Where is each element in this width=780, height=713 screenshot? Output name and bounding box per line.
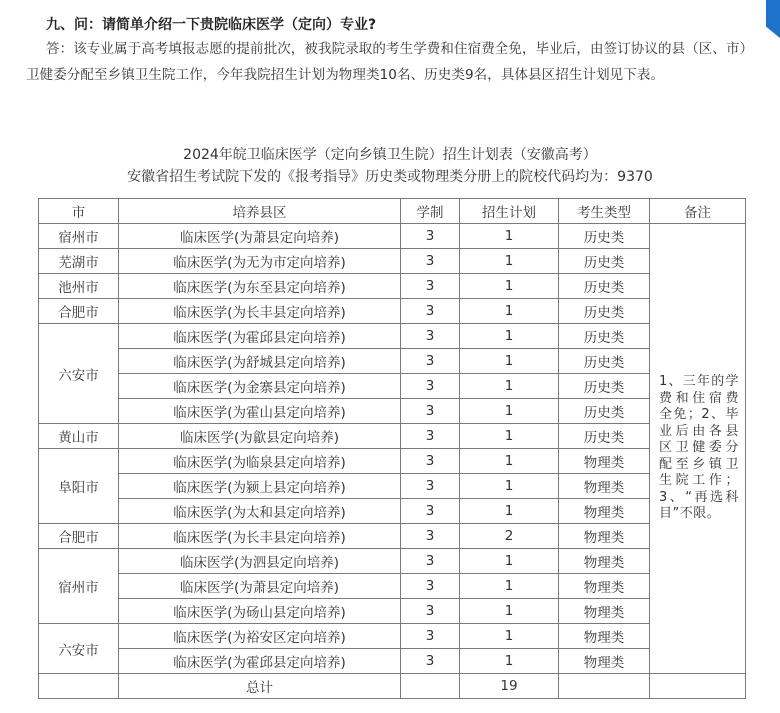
years-cell: 3 [401, 299, 460, 324]
total-empty-years [401, 674, 460, 699]
plan-cell: 1 [460, 249, 559, 274]
type-cell: 物理类 [559, 549, 650, 574]
years-cell: 3 [401, 324, 460, 349]
table-row [39, 499, 746, 524]
table-titles [0, 144, 780, 188]
answer-paragraph: 答：该专业属于高考填报志愿的提前批次，被我院录取的考生学费和住宿费全免，毕业后，由签订协议的县（区、市）卫健委分配至乡镇卫生院工作，今年我院招生计划为物理类10名、历史类9名，具体县区招生计划见下表。 [26, 41, 754, 83]
plan-cell: 1 [460, 574, 559, 599]
program-cell: 临床医学(为金寨县定向培养) [119, 374, 401, 399]
type-cell: 物理类 [559, 574, 650, 599]
city-cell: 六安市 [39, 324, 119, 424]
program-cell: 临床医学(为东至县定向培养) [119, 274, 401, 299]
type-cell: 历史类 [559, 224, 650, 249]
program-cell: 临床医学(为霍邱县定向培养) [119, 324, 401, 349]
plan-cell: 1 [460, 649, 559, 674]
total-empty-type [559, 674, 650, 699]
city-cell: 合肥市 [39, 524, 119, 549]
plan-cell: 1 [460, 424, 559, 449]
table-row [39, 324, 746, 349]
program-cell: 临床医学(为泗县定向培养) [119, 549, 401, 574]
plan-cell: 1 [460, 624, 559, 649]
city-cell: 池州市 [39, 274, 119, 299]
plan-cell: 1 [460, 324, 559, 349]
enrollment-plan-table [38, 198, 746, 699]
city-cell: 芜湖市 [39, 249, 119, 274]
table-title: 2024年皖卫临床医学（定向乡镇卫生院）招生计划表（安徽高考） [183, 147, 597, 163]
column-header-years: 学制 [401, 199, 460, 224]
plan-cell: 1 [460, 349, 559, 374]
table-row [39, 449, 746, 474]
total-empty-city [39, 674, 119, 699]
years-cell: 3 [401, 474, 460, 499]
plan-cell: 1 [460, 224, 559, 249]
years-cell: 3 [401, 399, 460, 424]
table-row [39, 224, 746, 249]
table-row [39, 249, 746, 274]
question-heading: 九、问：请简单介绍一下贵院临床医学（定向）专业? [46, 17, 377, 33]
plan-cell: 1 [460, 449, 559, 474]
table-row [39, 624, 746, 649]
plan-cell: 2 [460, 524, 559, 549]
years-cell: 3 [401, 624, 460, 649]
plan-cell: 1 [460, 274, 559, 299]
city-cell: 阜阳市 [39, 449, 119, 524]
program-cell: 临床医学(为萧县定向培养) [119, 224, 401, 249]
program-cell: 临床医学(为霍山县定向培养) [119, 399, 401, 424]
table-row [39, 524, 746, 549]
city-cell: 宿州市 [39, 224, 119, 249]
total-empty-notes [650, 674, 746, 699]
type-cell: 物理类 [559, 524, 650, 549]
plan-cell: 1 [460, 549, 559, 574]
type-cell: 历史类 [559, 324, 650, 349]
column-header-plan: 招生计划 [460, 199, 559, 224]
type-cell: 物理类 [559, 599, 650, 624]
total-row [39, 674, 746, 699]
type-cell: 物理类 [559, 474, 650, 499]
type-cell: 历史类 [559, 349, 650, 374]
program-cell: 临床医学(为舒城县定向培养) [119, 349, 401, 374]
city-cell: 宿州市 [39, 549, 119, 624]
column-header-program: 培养县区 [119, 199, 401, 224]
program-cell: 临床医学(为太和县定向培养) [119, 499, 401, 524]
type-cell: 历史类 [559, 424, 650, 449]
table-subtitle: 安徽省招生考试院下发的《报考指导》历史类或物理类分册上的院校代码均为：9370 [127, 169, 653, 185]
type-cell: 物理类 [559, 449, 650, 474]
type-cell: 物理类 [559, 499, 650, 524]
type-cell: 历史类 [559, 274, 650, 299]
years-cell: 3 [401, 549, 460, 574]
corner-decoration [766, 0, 780, 38]
city-cell: 黄山市 [39, 424, 119, 449]
table-row [39, 424, 746, 449]
plan-cell: 1 [460, 599, 559, 624]
years-cell: 3 [401, 249, 460, 274]
years-cell: 3 [401, 424, 460, 449]
plan-cell: 1 [460, 299, 559, 324]
years-cell: 3 [401, 374, 460, 399]
plan-cell: 1 [460, 499, 559, 524]
program-cell: 临床医学(为长丰县定向培养) [119, 299, 401, 324]
type-cell: 历史类 [559, 374, 650, 399]
table-row [39, 399, 746, 424]
type-cell: 历史类 [559, 249, 650, 274]
city-cell: 合肥市 [39, 299, 119, 324]
plan-cell: 1 [460, 474, 559, 499]
program-cell: 临床医学(为临泉县定向培养) [119, 449, 401, 474]
years-cell: 3 [401, 649, 460, 674]
table-row [39, 349, 746, 374]
table-header-row [39, 199, 746, 224]
program-cell: 临床医学(为砀山县定向培养) [119, 599, 401, 624]
table-row [39, 374, 746, 399]
table-row [39, 574, 746, 599]
years-cell: 3 [401, 449, 460, 474]
city-cell: 六安市 [39, 624, 119, 674]
qa-section [26, 14, 754, 88]
program-cell: 临床医学(为歙县定向培养) [119, 424, 401, 449]
years-cell: 3 [401, 574, 460, 599]
column-header-notes: 备注 [650, 199, 746, 224]
total-label: 总计 [119, 674, 401, 699]
table-row [39, 649, 746, 674]
years-cell: 3 [401, 524, 460, 549]
program-cell: 临床医学(为长丰县定向培养) [119, 524, 401, 549]
total-plan: 19 [460, 674, 559, 699]
table-row [39, 299, 746, 324]
years-cell: 3 [401, 599, 460, 624]
table-body [39, 224, 746, 699]
program-cell: 临床医学(为颍上县定向培养) [119, 474, 401, 499]
years-cell: 3 [401, 499, 460, 524]
plan-cell: 1 [460, 374, 559, 399]
program-cell: 临床医学(为霍邱县定向培养) [119, 649, 401, 674]
type-cell: 历史类 [559, 299, 650, 324]
program-cell: 临床医学(为无为市定向培养) [119, 249, 401, 274]
table-row [39, 274, 746, 299]
table-row [39, 549, 746, 574]
years-cell: 3 [401, 274, 460, 299]
column-header-type: 考生类型 [559, 199, 650, 224]
type-cell: 历史类 [559, 399, 650, 424]
plan-cell: 1 [460, 399, 559, 424]
years-cell: 3 [401, 224, 460, 249]
type-cell: 物理类 [559, 624, 650, 649]
table-row [39, 474, 746, 499]
program-cell: 临床医学(为裕安区定向培养) [119, 624, 401, 649]
notes-cell: 1、三年的学费和住宿费全免；2、毕业后由各县区卫健委分配至乡镇卫生院工作；3、“再选科目”不限。 [650, 224, 746, 674]
column-header-city: 市 [39, 199, 119, 224]
table-row [39, 599, 746, 624]
type-cell: 物理类 [559, 649, 650, 674]
years-cell: 3 [401, 349, 460, 374]
program-cell: 临床医学(为萧县定向培养) [119, 574, 401, 599]
